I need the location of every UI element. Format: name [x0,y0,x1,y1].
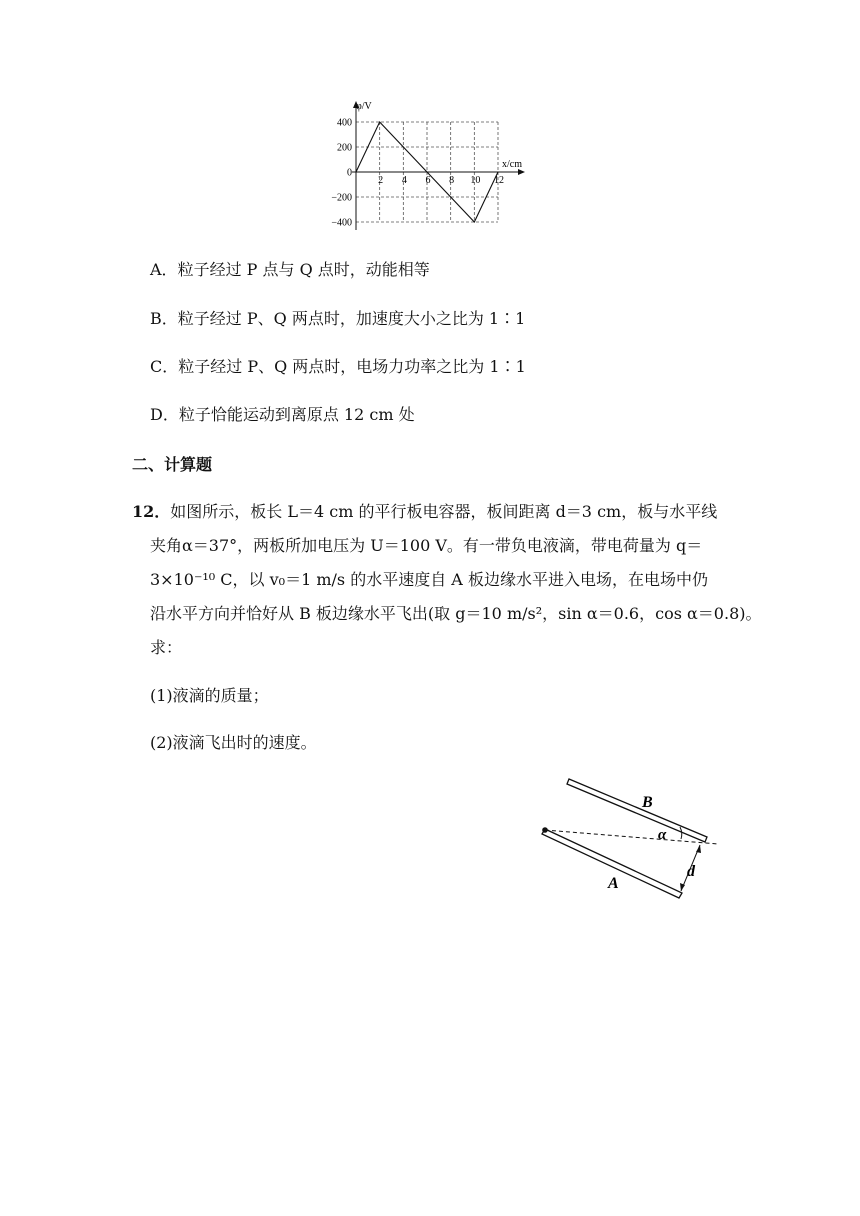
option-b [150,309,525,329]
y-tick-label: 0 [347,167,352,179]
y-tick-label: −400 [331,217,352,229]
y-tick-label: 400 [337,117,352,129]
option-letter: D． [150,405,179,424]
question-12-line-2: 夹角α＝37°，两板所加电压为 U＝100 V。有一带负电液滴，带电荷量为 q＝ [150,536,703,555]
x-tick-label: 10 [470,175,481,186]
question-12-line-3: 3×10⁻¹⁰ C，以 v₀＝1 m/s 的水平速度自 A 板边缘水平进入电场，在电场中仍 [150,570,708,589]
section-title: 二、计算题 [132,455,213,474]
x-tick-label: 2 [378,175,384,186]
question-number: 12． [132,502,171,521]
x-axis-label: x/cm [502,159,522,170]
label-b: B [642,794,653,811]
option-text: 粒子经过 P 点与 Q 点时，动能相等 [177,260,430,279]
question-12-line-4: 沿水平方向并恰好从 B 板边缘水平飞出(取 g＝10 m/s²，sin α＝0.6，cos α＝0.8)。 [150,604,762,623]
option-text: 粒子恰能运动到离原点 12 cm 处 [178,405,415,424]
option-letter: C． [150,357,179,376]
plate-b [567,779,707,842]
option-letter: A． [150,260,178,279]
option-text: 粒子经过 P、Q 两点时，加速度大小之比为 1∶1 [177,309,526,328]
y-tick-label: −200 [331,192,352,204]
label-alpha: α [658,827,667,843]
chart-ticks [331,118,504,229]
x-tick-label: 4 [401,175,407,186]
y-tick-label: 200 [337,142,352,154]
option-text: 粒子经过 P、Q 两点时，电场力功率之比为 1∶1 [178,357,526,376]
question-text: 如图所示，板长 L＝4 cm 的平行板电容器，板间距离 d＝3 cm，板与水平线 [170,502,718,521]
question-12-line-5: 求： [150,638,183,657]
label-a: A [608,875,619,892]
question-12-line-1 [132,502,717,522]
option-c [150,357,526,377]
y-axis-label: φ/V [356,101,372,112]
label-d: d [687,863,695,880]
option-letter: B． [150,309,178,328]
question-12-sub-1: (1)液滴的质量； [150,686,269,705]
x-tick-label: 8 [449,175,455,186]
x-tick-label: 6 [425,175,431,186]
arrow-head-top [696,845,701,853]
question-12-sub-2: (2)液滴飞出时的速度。 [150,733,317,752]
option-d [150,405,415,425]
capacitor-diagram [530,770,730,910]
x-tick-label: 12 [494,175,504,186]
potential-chart [318,95,540,235]
chart-axes [352,101,525,230]
option-a [150,260,430,280]
droplet-point [542,827,548,833]
